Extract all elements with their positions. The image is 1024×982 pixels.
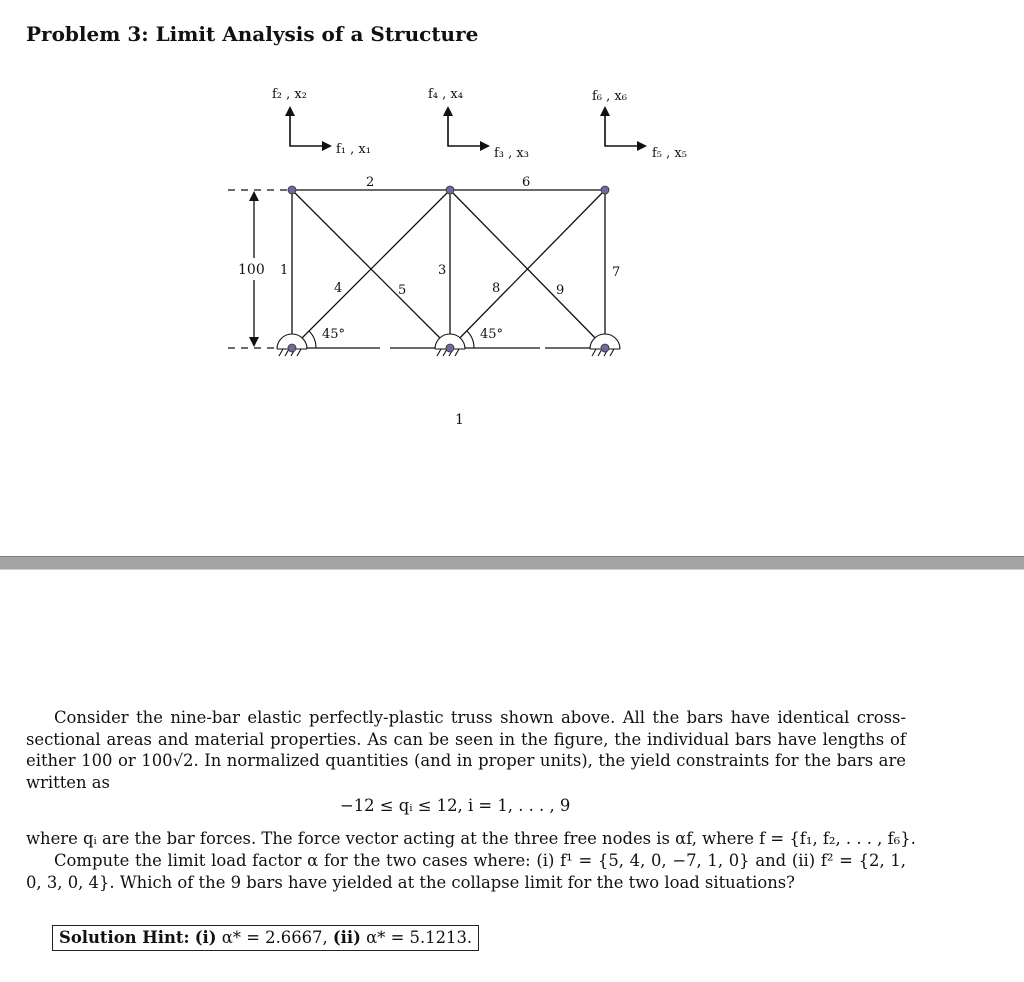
hint-case-i: (i) xyxy=(194,928,217,947)
load-label-f3: f₃ , x₃ xyxy=(494,146,529,161)
hint-value-ii: α* = 5.1213. xyxy=(366,928,473,947)
solution-hint-label: Solution Hint: xyxy=(59,928,190,947)
load-label-f1: f₁ , x₁ xyxy=(336,142,371,157)
load-label-f2: f₂ , x₂ xyxy=(272,87,307,102)
bar-label-6: 6 xyxy=(522,175,531,190)
solution-hint-box xyxy=(52,925,479,951)
angle-label-middle: 45° xyxy=(480,327,504,342)
page-number: 1 xyxy=(455,412,464,428)
node-top-middle xyxy=(446,186,454,194)
dimension-label: 100 xyxy=(238,262,265,278)
bar-label-5: 5 xyxy=(398,283,407,298)
page-divider xyxy=(0,556,1024,570)
problem-paragraph-2: where qᵢ are the bar forces. The force vector acting at the three free nodes is αf, where f = {f₁, f₂, . . . , f₆}. xyxy=(26,829,916,848)
bar-label-3: 3 xyxy=(438,263,447,278)
node-top-right xyxy=(601,186,609,194)
problem-paragraph-3: Compute the limit load factor α for the two cases where: (i) f¹ = {5, 4, 0, −7, 1, 0} and (ii) f² = {2, 1, 0, 3, 0, 4}. Which of the 9 bars have yielded at the collapse limit for the two load situations? xyxy=(26,851,906,892)
bar-label-4: 4 xyxy=(334,281,343,296)
problem-title: Problem 3: Limit Analysis of a Structure xyxy=(26,22,479,46)
problem-paragraph-1: Consider the nine-bar elastic perfectly-plastic truss shown above. All the bars have identical cross-sectional areas and material properties. As can be seen in the figure, the individual bars have lengths of either 100 or 100√2. In normalized quantities (and in proper units), the yield constraints for the bars are written as xyxy=(26,708,906,793)
node-top-left xyxy=(288,186,296,194)
hint-case-ii: (ii) xyxy=(332,928,361,947)
load-label-f6: f₆ , x₆ xyxy=(592,89,627,104)
bar-label-1: 1 xyxy=(280,263,289,278)
bar-label-8: 8 xyxy=(492,281,501,296)
bar-label-2: 2 xyxy=(366,175,375,190)
load-label-f5: f₅ , x₅ xyxy=(652,146,687,161)
node-bottom-right xyxy=(601,344,609,352)
load-label-f4: f₄ , x₄ xyxy=(428,87,463,102)
node-bottom-middle xyxy=(446,344,454,352)
bar-label-7: 7 xyxy=(612,265,621,280)
node-bottom-left xyxy=(288,344,296,352)
yield-constraint-equation: −12 ≤ qᵢ ≤ 12, i = 1, . . . , 9 xyxy=(340,796,571,815)
hint-value-i: α* = 2.6667, xyxy=(221,928,328,947)
bar-label-9: 9 xyxy=(556,283,565,298)
angle-label-left: 45° xyxy=(322,327,346,342)
